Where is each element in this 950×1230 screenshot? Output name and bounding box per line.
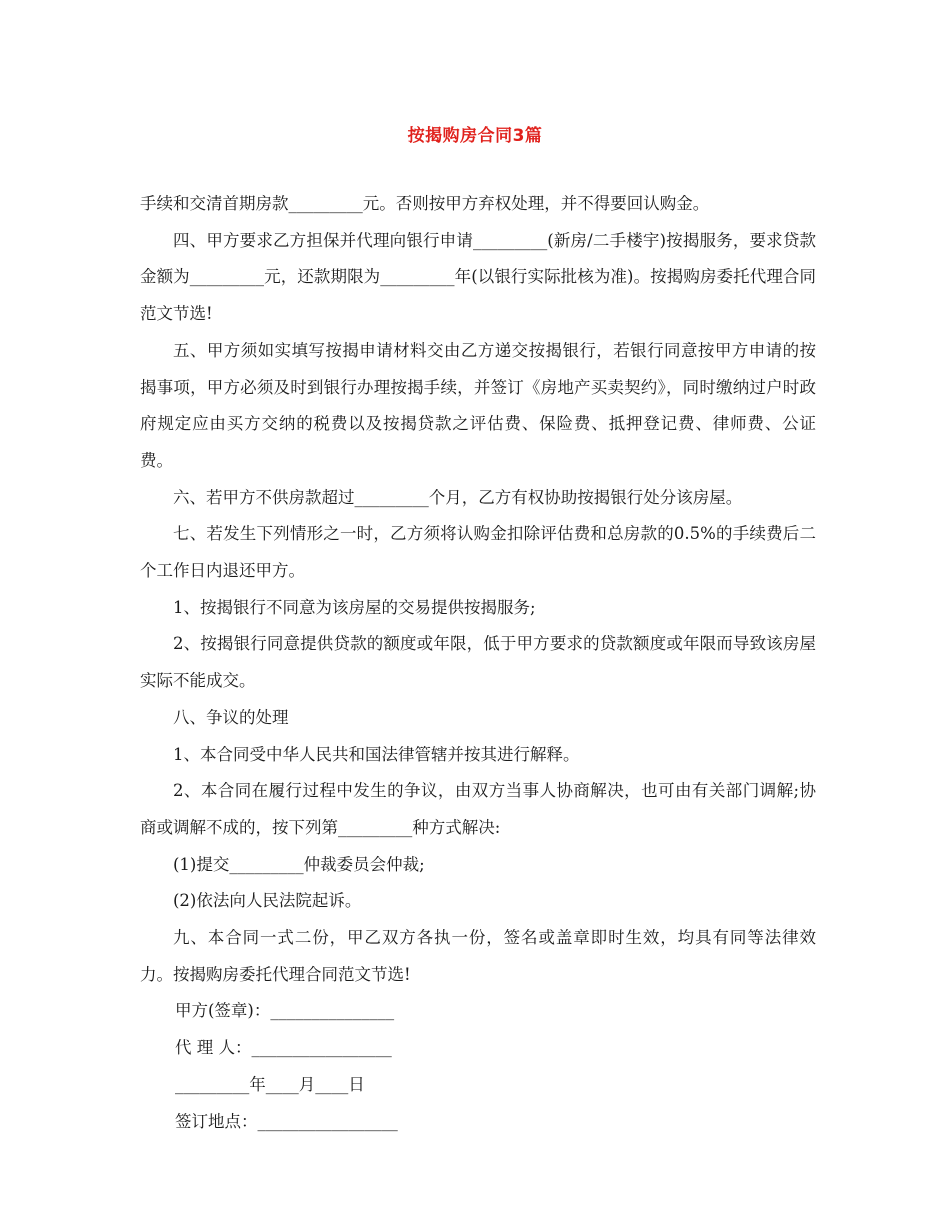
paragraph-clause-5: 五、甲方须如实填写按揭申请材料交由乙方递交按揭银行，若银行同意按甲方申请的按揭事项，甲方必须及时到银行办理按揭手续，并签订《房地产买卖契约》，同时缴纳过户时政府规定应由买方交纳的税费以及按揭贷款之评估费、保险费、抵押登记费、律师费、公证费。: [140, 340, 816, 470]
document-body: [140, 186, 816, 1140]
signature-date: _________年____月____日: [175, 1074, 365, 1094]
paragraph-clause-4: 四、甲方要求乙方担保并代理向银行申请_________(新房/二手楼宇)按揭服务，要求贷款金额为_________元，还款期限为_________年(以银行实际批核为准)。按揭购房委托代理合同范文节选!: [140, 230, 816, 324]
document-title: 按揭购房合同3篇: [407, 126, 543, 146]
paragraph-clause-7-item-2: 2、按揭银行同意提供贷款的额度或年限，低于甲方要求的贷款额度或年限而导致该房屋实际不能成交。: [140, 634, 816, 691]
paragraph-down-payment: 手续和交清首期房款_________元。否则按甲方弃权处理，并不得要回认购金。: [140, 194, 710, 213]
signature-party-a: 甲方(签章)：_______________: [175, 1001, 395, 1021]
paragraph-option-1: (1)提交_________仲裁委员会仲裁;: [173, 854, 425, 874]
paragraph-clause-6: 六、若甲方不供房款超过_________个月，乙方有权协助按揭银行处分该房屋。: [173, 487, 743, 507]
paragraph-clause-7-item-1: 1、按揭银行不同意为该房屋的交易提供按揭服务;: [173, 597, 536, 617]
paragraph-clause-7: 七、若发生下列情形之一时，乙方须将认购金扣除评估费和总房款的0.5%的手续费后二个工作日内退还甲方。: [140, 524, 816, 581]
paragraph-option-2: (2)依法向人民法院起诉。: [173, 891, 362, 911]
paragraph-clause-9: 九、本合同一式二份，甲乙双方各执一份，签名或盖章即时生效，均具有同等法律效力。按揭购房委托代理合同范文节选!: [140, 928, 816, 984]
paragraph-clause-8-item-1: 1、本合同受中华人民共和国法律管辖并按其进行解释。: [173, 744, 580, 764]
paragraph-clause-8-item-2: 2、本合同在履行过程中发生的争议，由双方当事人协商解决，也可由有关部门调解;协商或调解不成的，按下列第_________种方式解决:: [140, 781, 816, 837]
signature-place: 签订地点：_________________: [175, 1111, 398, 1131]
paragraph-clause-8: 八、争议的处理: [173, 707, 289, 727]
signature-agent: 代 理 人：_________________: [175, 1038, 392, 1058]
